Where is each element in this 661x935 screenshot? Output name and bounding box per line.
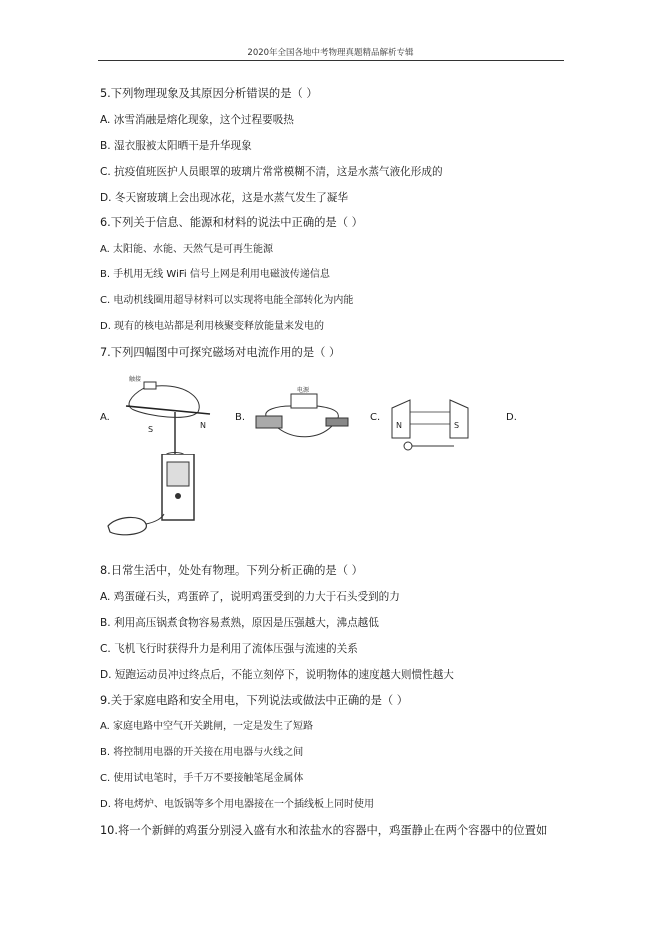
q9-stem: 9.关于家庭电路和安全用电，下列说法或做法中正确的是（ ）	[100, 694, 409, 707]
q8-option-c: C. 飞机飞行时获得升力是利用了流体压强与流速的关系	[100, 643, 358, 655]
q5-option-b: B. 湿衣服被太阳晒干是升华现象	[100, 140, 252, 152]
q7-label-c: C.	[370, 412, 381, 423]
q5-option-c: C. 抗疫值班医护人员眼罩的玻璃片常常模糊不清，这是水蒸气液化形成的	[100, 166, 443, 178]
q7-label-b: B.	[235, 412, 246, 423]
q5-option-a: A. 冰雪消融是熔化现象，这个过程要吸热	[100, 114, 294, 126]
q5-stem: 5.下列物理现象及其原因分析错误的是（ ）	[100, 87, 318, 100]
q6-option-d: D. 现有的核电站都是利用核聚变释放能量来发电的	[100, 321, 325, 332]
q8-stem: 8.日常生活中，处处有物理。下列分析正确的是（ ）	[100, 564, 363, 577]
q7-figure-a	[118, 370, 218, 462]
q8-option-d: D. 短跑运动员冲过终点后，不能立刻停下，说明物体的速度越大则惯性越大	[100, 669, 454, 681]
q6-option-c: C. 电动机线圈用超导材料可以实现将电能全部转化为内能	[100, 295, 354, 306]
q7-figure-d	[102, 454, 202, 544]
svg-text:S: S	[148, 425, 154, 434]
q7-stem: 7.下列四幅图中可探究磁场对电流作用的是（ ）	[100, 346, 341, 359]
q5-option-d: D. 冬天窗玻璃上会出现冰花，这是水蒸气发生了凝华	[100, 192, 348, 204]
q10-stem: 10.将一个新鲜的鸡蛋分别浸入盛有水和浓盐水的容器中，鸡蛋静止在两个容器中的位置如	[100, 824, 548, 837]
q7-label-a: A.	[100, 412, 110, 423]
q6-option-b: B. 手机用无线 WiFi 信号上网是利用电磁波传递信息	[100, 269, 330, 280]
header-divider	[98, 60, 564, 61]
q7-figure-c	[388, 394, 472, 458]
svg-text:电源: 电源	[297, 387, 310, 394]
svg-text:N: N	[396, 421, 402, 430]
q7-figure-b	[248, 384, 360, 442]
q9-option-c: C. 使用试电笔时，手千万不要接触笔尾金属体	[100, 773, 304, 784]
svg-text:触接: 触接	[129, 376, 142, 383]
q9-option-d: D. 将电烤炉、电饭锅等多个用电器接在一个插线板上同时使用	[100, 799, 375, 810]
q9-option-a: A. 家庭电路中空气开关跳闸，一定是发生了短路	[100, 721, 314, 732]
page-header: 2020年全国各地中考物理真题精品解析专辑	[247, 48, 414, 58]
svg-text:S: S	[454, 421, 460, 430]
q6-stem: 6.下列关于信息、能源和材料的说法中正确的是（ ）	[100, 216, 363, 229]
q8-option-a: A. 鸡蛋碰石头，鸡蛋碎了，说明鸡蛋受到的力大于石头受到的力	[100, 591, 400, 603]
q9-option-b: B. 将控制用电器的开关接在用电器与火线之间	[100, 747, 304, 758]
q8-option-b: B. 利用高压锅煮食物容易煮熟，原因是压强越大，沸点越低	[100, 617, 379, 629]
q7-label-d: D.	[506, 412, 517, 423]
q6-option-a: A. 太阳能、水能、天然气是可再生能源	[100, 244, 274, 255]
svg-text:N: N	[200, 421, 206, 430]
